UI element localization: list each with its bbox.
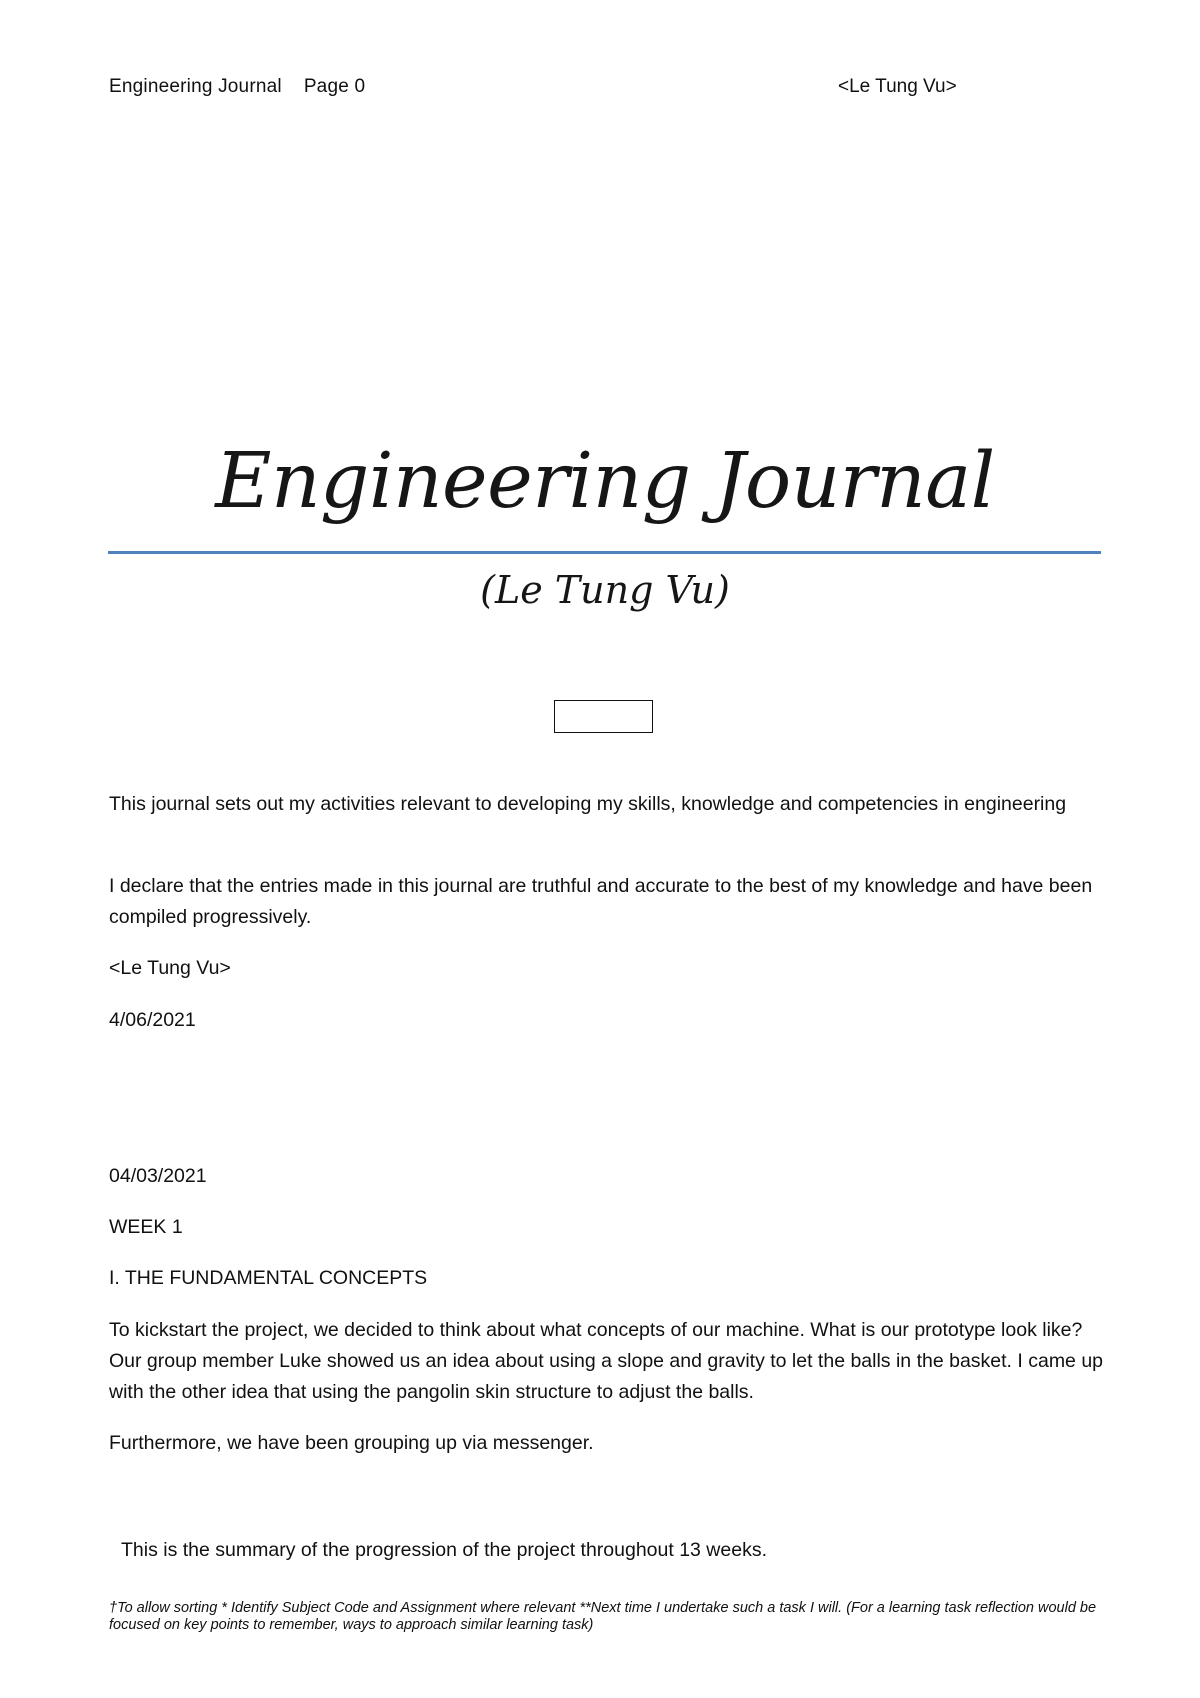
empty-text-box bbox=[554, 700, 653, 733]
title-divider bbox=[108, 551, 1101, 554]
entry-date: 04/03/2021 bbox=[109, 1165, 207, 1187]
cover-subtitle: (Le Tung Vu) bbox=[480, 568, 730, 612]
entry-paragraph: To kickstart the project, we decided to think about what concepts of our machine. What is our prototype look like? Our group member Luke showed us an idea about using a slope and gravity to let the balls in the basket. I came up with the other idea that using the pangolin skin structure to adjust the balls. bbox=[109, 1319, 1104, 1403]
header-author: <Le Tung Vu> bbox=[838, 76, 957, 97]
declaration-signature: <Le Tung Vu> bbox=[109, 957, 231, 979]
cover-title: Engineering Journal bbox=[215, 437, 995, 526]
entry-week: WEEK 1 bbox=[109, 1216, 183, 1238]
footnote: †To allow sorting * Identify Subject Code and Assignment where relevant **Next time I undertake such a task I will. (For a learning task reflection would be focused on key points to remember, ways to approach similar learning task) bbox=[109, 1600, 1097, 1633]
page-header-left bbox=[109, 76, 365, 98]
entry-heading: I. THE FUNDAMENTAL CONCEPTS bbox=[109, 1267, 428, 1289]
declaration-date: 4/06/2021 bbox=[109, 1009, 196, 1031]
entry-paragraph: Furthermore, we have been grouping up via messenger. bbox=[109, 1432, 594, 1454]
declaration-intro: This journal sets out my activities relevant to developing my skills, knowledge and competencies in engineering bbox=[109, 793, 1067, 815]
project-summary: This is the summary of the progression of the project throughout 13 weeks. bbox=[121, 1539, 767, 1561]
header-page-number: Page 0 bbox=[303, 76, 366, 97]
declaration-statement: I declare that the entries made in this journal are truthful and accurate to the best of my knowledge and have been compiled progressively. bbox=[109, 875, 1093, 928]
header-journal-title: Engineering Journal bbox=[109, 76, 282, 97]
